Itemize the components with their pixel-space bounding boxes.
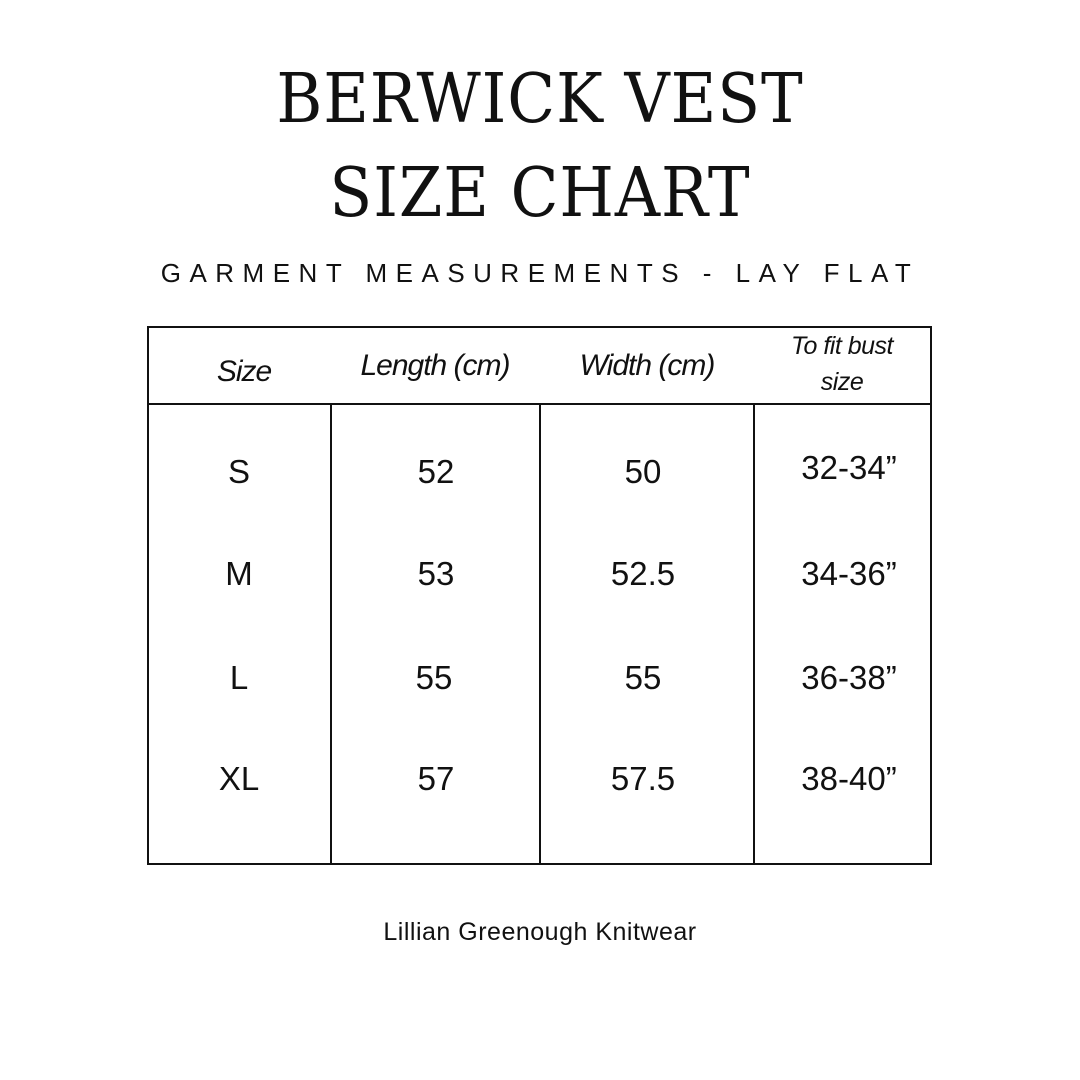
subtitle: GARMENT MEASUREMENTS - LAY FLAT (160, 258, 920, 288)
header-bust-size: To fit bust size (791, 331, 893, 396)
header-width: Width (cm) (579, 348, 715, 382)
brand-credit: Lillian Greenough Knitwear (383, 918, 697, 946)
table-cell-width: 50 (624, 453, 662, 490)
table-cell-length: 55 (415, 659, 453, 696)
table-cell-length: 57 (417, 760, 455, 797)
table-cell-size: L (229, 659, 249, 696)
size-chart-table (147, 326, 932, 865)
header-length: Length (cm) (360, 348, 510, 382)
table-cell-bust: 36-38” (801, 659, 897, 696)
table-cell-bust: 32-34” (801, 449, 897, 486)
table-cell-width: 55 (624, 659, 662, 696)
page-title-line-2: SIZE CHART (329, 154, 751, 233)
table-cell-width: 57.5 (610, 760, 676, 797)
table-cell-size: XL (218, 760, 260, 797)
column-divider-2 (539, 405, 541, 863)
table-cell-width: 52.5 (610, 555, 676, 592)
header-size: Size (216, 354, 272, 388)
table-cell-size: M (225, 555, 253, 592)
page-title-line-1: BERWICK VEST (276, 60, 804, 139)
table-cell-length: 52 (417, 453, 455, 490)
table-cell-bust: 34-36” (801, 555, 897, 592)
table-cell-bust: 38-40” (801, 760, 897, 797)
table-cell-size: S (227, 453, 250, 490)
table-cell-length: 53 (417, 555, 455, 592)
